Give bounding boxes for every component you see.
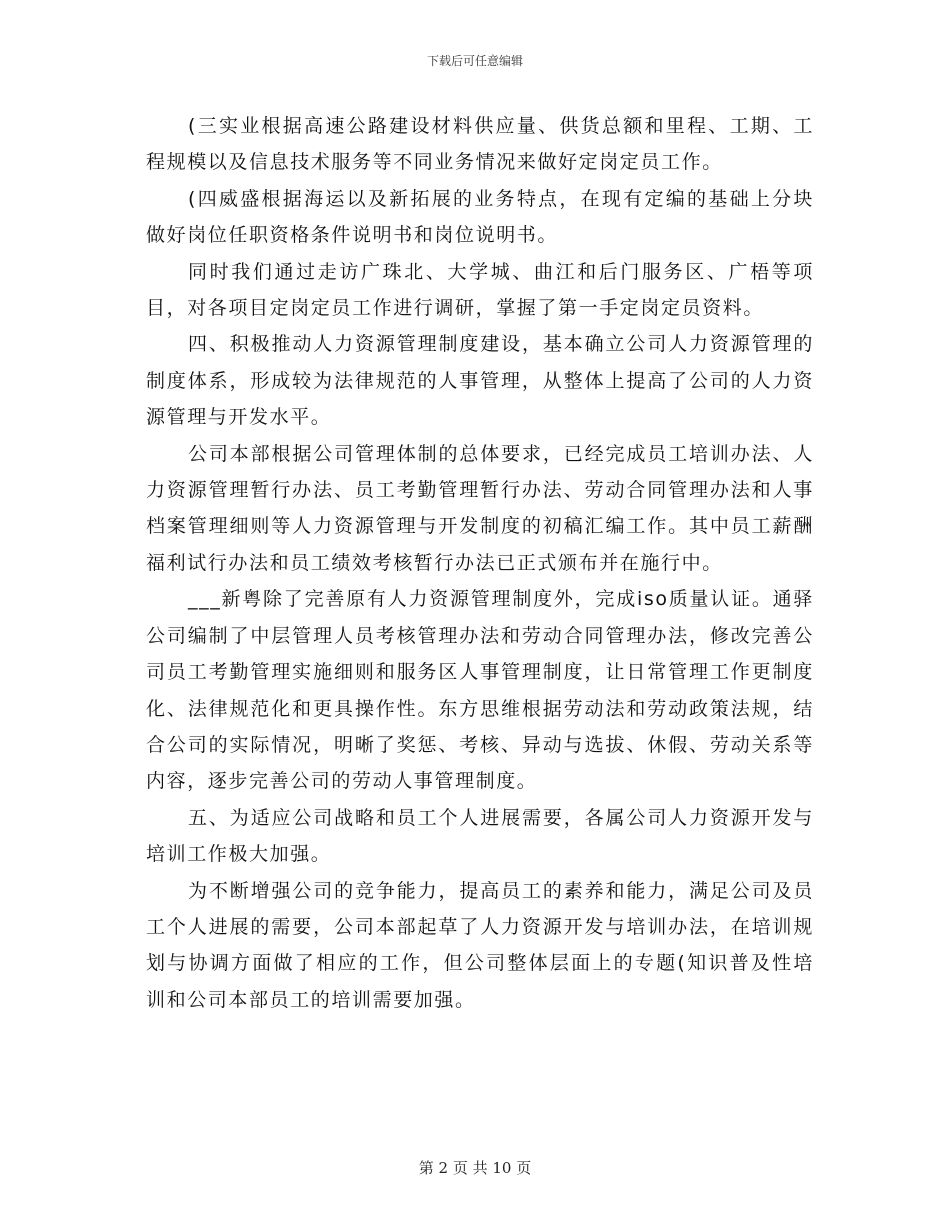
document-body <box>146 108 814 1018</box>
paragraph: (三实业根据高速公路建设材料供应量、供货总额和里程、工期、工程规模以及信息技术服务等不同业务情况来做好定岗定员工作。 <box>146 115 814 174</box>
paragraph: 五、为适应公司战略和员工个人进展需要，各属公司人力资源开发与培训工作极大加强。 <box>146 806 814 866</box>
paragraph: 同时我们通过走访广珠北、大学城、曲江和后门服务区、广梧等项目，对各项目定岗定员工作进行调研，掌握了第一手定岗定员资料。 <box>146 260 814 320</box>
paragraph: 公司本部根据公司管理体制的总体要求，已经完成员工培训办法、人力资源管理暂行办法、员工考勤管理暂行办法、劳动合同管理办法和人事档案管理细则等人力资源管理与开发制度的初稿汇编工作。其中员工薪酬福利试行办法和员工绩效考核暂行办法已正式颁布并在施行中。 <box>146 442 814 574</box>
paragraph: 为不断增强公司的竞争能力，提高员工的素养和能力，满足公司及员工个人进展的需要，公司本部起草了人力资源开发与培训办法，在培训规划与协调方面做了相应的工作，但公司整体层面上的专题(知识普及性培训和公司本部员工的培训需要加强。 <box>146 879 814 1011</box>
page-header-note: 下载后可任意编辑 <box>426 54 523 68</box>
paragraph: ___新粤除了完善原有人力资源管理制度外，完成iso质量认证。通驿公司编制了中层管理人员考核管理办法和劳动合同管理办法，修改完善公司员工考勤管理实施细则和服务区人事管理制度，让日常管理工作更制度化、法律规范化和更具操作性。东方思维根据劳动法和劳动政策法规，结合公司的实际情况，明晰了奖惩、考核、异动与选拔、休假、劳动关系等内容，逐步完善公司的劳动人事管理制度。 <box>146 588 814 793</box>
paragraph: (四威盛根据海运以及新拓展的业务特点，在现有定编的基础上分块做好岗位任职资格条件说明书和岗位说明书。 <box>146 187 814 247</box>
paragraph: 四、积极推动人力资源管理制度建设，基本确立公司人力资源管理的制度体系，形成较为法律规范的人事管理，从整体上提高了公司的人力资源管理与开发水平。 <box>146 333 814 429</box>
page-number: 第 2 页 共 10 页 <box>418 1159 532 1177</box>
